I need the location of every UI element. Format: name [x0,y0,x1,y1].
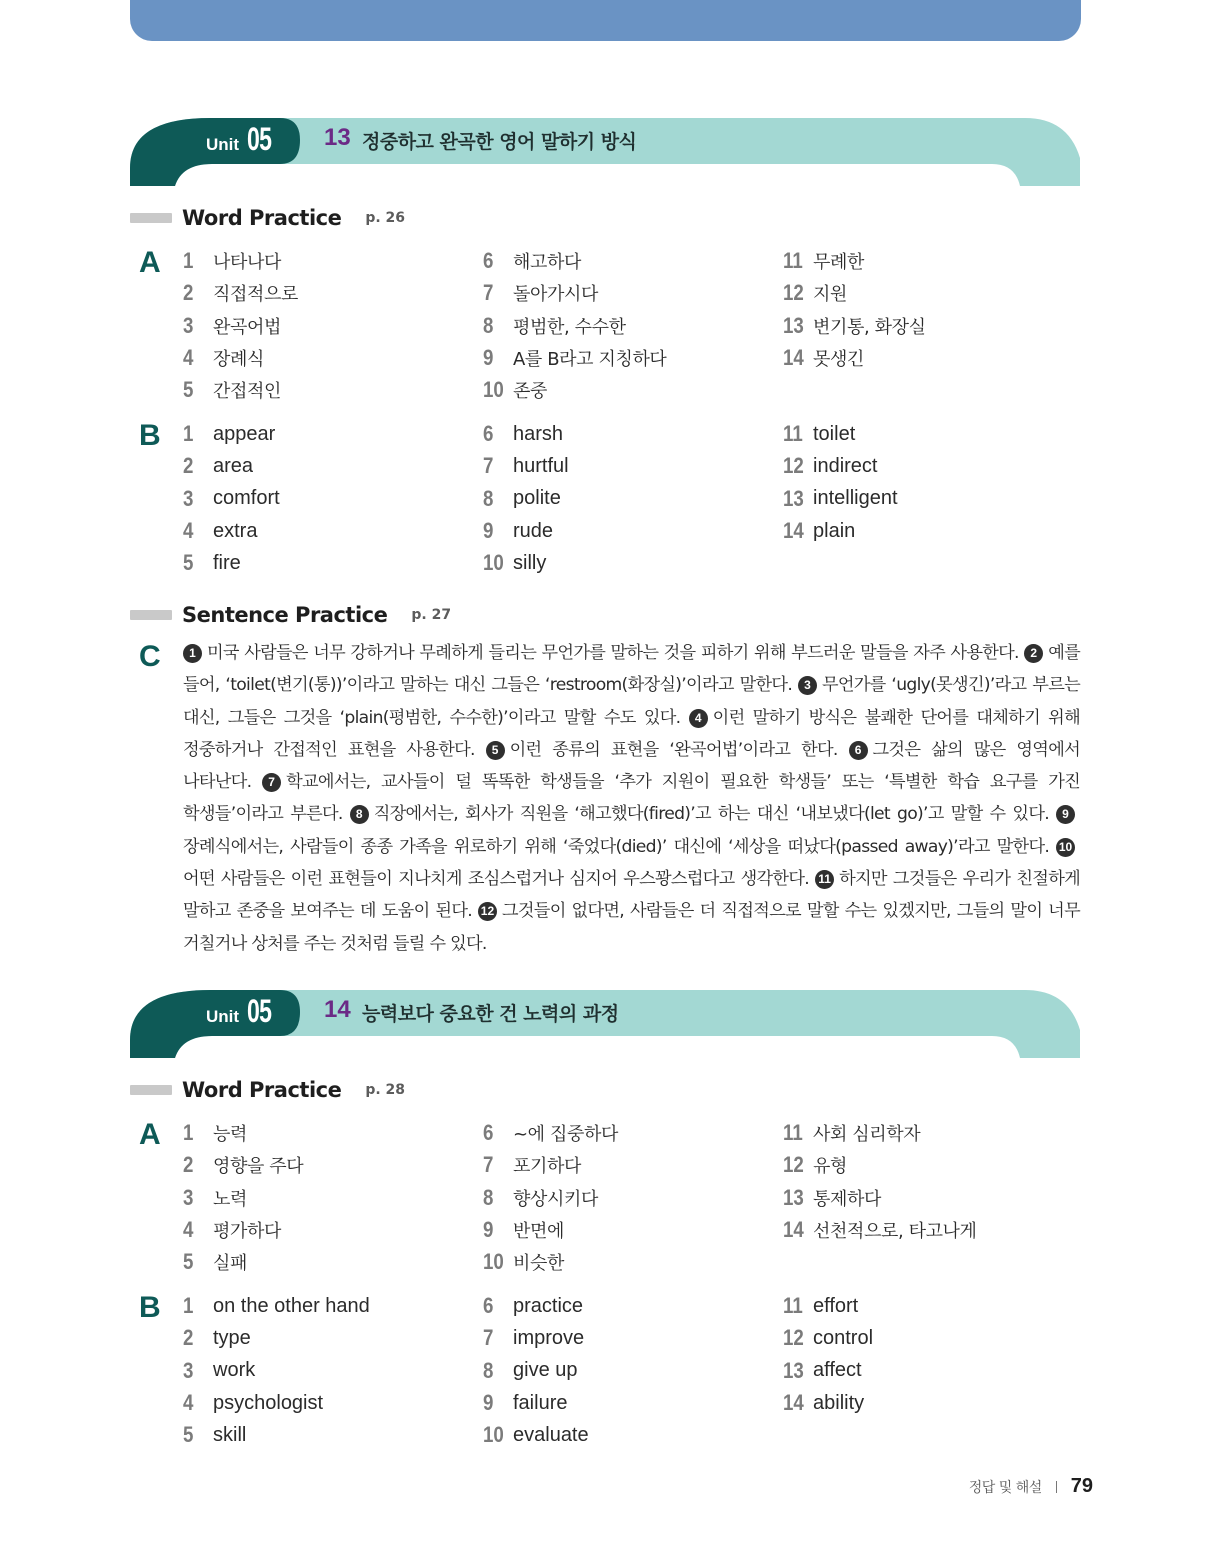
sentence-marker: 5 [486,741,505,760]
item-text: extra [213,519,258,542]
unit-label [206,993,281,1029]
item-number: 3 [183,485,194,511]
item-text: 통제하다 [813,1188,881,1210]
item-text: fire [213,551,241,574]
sentence-marker: 8 [350,805,369,824]
word-list-column [183,245,473,406]
item-text: 간접적인 [213,381,281,403]
list-item [183,515,473,547]
item-text: 선천적으로, 타고나게 [813,1221,977,1243]
item-text: 못생긴 [813,349,864,371]
list-item [783,1387,1073,1419]
item-text: 돌아가시다 [513,284,598,306]
item-text: type [213,1326,251,1349]
item-number: 5 [183,1249,194,1275]
list-item [183,374,473,406]
word-list-column [783,1117,1073,1246]
exercise-letter-c: C [139,640,161,673]
list-item [483,450,773,482]
item-number: 12 [783,1152,804,1178]
sentence-practice-heading [130,601,451,629]
item-text: effort [813,1294,859,1317]
sentence-marker: 10 [1056,838,1075,857]
word-practice-heading [130,1076,405,1104]
item-number: 9 [483,518,494,544]
item-number: 8 [483,1357,494,1383]
item-text: 무례한 [813,252,864,274]
list-item [183,450,473,482]
top-band [130,0,1081,41]
list-item [483,547,773,579]
item-number: 8 [483,312,494,338]
list-item [783,483,1073,515]
word-list-column [183,1290,473,1451]
item-number: 13 [783,485,804,511]
sentence-text: 이런 종류의 표현을 ‘완곡어법’이라고 한다. [509,739,838,760]
item-text: give up [513,1359,578,1382]
item-text: 변기통, 화장실 [813,316,926,338]
unit-number: 05 [247,121,272,157]
item-number: 4 [183,345,194,371]
list-item [483,483,773,515]
item-text: 반면에 [513,1221,564,1243]
unit-label [206,121,281,157]
item-text: 평범한, 수수한 [513,316,626,338]
sentence-text: 그것은 삶의 많은 영역에서 나타난다. [183,739,1081,793]
sentence-marker: 6 [849,741,868,760]
item-number: 2 [183,1152,194,1178]
sentence-marker: 2 [1024,644,1043,663]
unit-number: 05 [247,993,272,1029]
item-text: 완곡어법 [213,316,281,338]
list-item [483,1419,773,1451]
list-item [783,1182,1073,1214]
item-text: 노력 [213,1188,247,1210]
item-text: 지원 [813,284,847,306]
item-number: 7 [483,453,494,479]
list-item [183,1419,473,1451]
exercise-letter-b: B [139,419,161,452]
item-text: 포기하다 [513,1156,581,1178]
item-number: 1 [183,1120,194,1146]
item-number: 8 [483,1184,494,1210]
word-practice-heading [130,204,405,232]
unit-header [130,990,1080,1058]
list-item [483,1387,773,1419]
sentence-text: 하지만 그것들은 우리가 친절하게 말하고 존중을 보여주는 데 도움이 된다. [183,869,1081,922]
item-text: rude [513,519,554,542]
item-number: 5 [183,1422,194,1448]
item-text: 존중 [513,381,547,403]
section-page: p. 27 [411,607,452,623]
item-text: practice [513,1294,584,1317]
word-list-column [483,1290,773,1451]
list-item [183,277,473,309]
item-text: comfort [213,487,280,510]
item-number: 5 [183,550,194,576]
item-number: 13 [783,312,804,338]
item-number: 14 [783,1217,804,1243]
list-item [783,277,1073,309]
list-item [183,1355,473,1387]
sentence-text: 장례식에서는, 사람들이 종종 가족을 위로하기 위해 ‘죽었다(died)’ 대신에 ‘세상을 떠났다(passed away)’라고 말한다. [183,836,1050,857]
section-title: Word Practice [182,1078,342,1102]
item-text: indirect [813,454,878,477]
item-text: A를 B라고 지칭하다 [513,349,667,371]
section-title: Sentence Practice [182,603,388,627]
section-page: p. 28 [365,1082,406,1098]
list-item [183,1182,473,1214]
list-item [483,515,773,547]
list-item [483,342,773,374]
item-number: 5 [183,377,194,403]
item-number: 6 [483,421,494,447]
item-text: ~에 집중하다 [513,1124,618,1146]
list-item [183,342,473,374]
item-number: 12 [783,453,804,479]
sentence-marker: 12 [478,902,497,921]
sentence-text: 무언가를 ‘ugly(못생긴)’라고 부르는 대신, 그들은 그것을 ‘plain(평범한, 수수한)’이라고 말할 수도 있다. [183,675,1080,728]
item-text: improve [513,1326,585,1349]
sentence-marker: 3 [798,676,817,695]
item-number: 7 [483,1152,494,1178]
section-marker [130,213,172,223]
item-number: 2 [183,1325,194,1351]
sentence-text: 이런 말하기 방식은 불쾌한 단어를 대체하기 위해 정중하거나 간접적인 표현을 사용한다. [183,707,1080,760]
list-item [483,1290,773,1322]
list-item [783,1214,1073,1246]
item-number: 11 [783,1120,803,1146]
item-number: 10 [483,377,504,403]
item-number: 14 [783,518,804,544]
item-text: skill [213,1423,247,1446]
item-number: 14 [783,345,804,371]
sentence-text: 그것들이 없다면, 사람들은 더 직접적으로 말할 수는 있겠지만, 그들의 말이 너무 거칠거나 상처를 주는 것처럼 들릴 수 있다. [183,901,1080,954]
list-item [783,1355,1073,1387]
item-number: 7 [483,280,494,306]
item-number: 13 [783,1357,804,1383]
list-item [483,1355,773,1387]
list-item [183,1387,473,1419]
sentence-text: 어떤 사람들은 이런 표현들이 지나치게 조심스럽거나 심지어 우스꽝스럽다고 생각한다. [183,869,809,890]
item-number: 12 [783,1325,804,1351]
item-text: failure [513,1391,568,1414]
sentence-marker: 9 [1056,805,1075,824]
exercise-letter-a: A [139,1118,161,1151]
list-item [183,1246,473,1278]
list-item [783,1290,1073,1322]
item-number: 6 [483,248,494,274]
item-number: 4 [183,518,194,544]
list-item [783,515,1073,547]
list-item [183,1322,473,1354]
list-item [183,418,473,450]
list-item [783,342,1073,374]
item-number: 4 [183,1217,194,1243]
item-number: 10 [483,1249,504,1275]
lesson-number: 14 [324,996,351,1023]
item-text: plain [813,519,856,542]
list-item [783,450,1073,482]
item-text: 사회 심리학자 [813,1124,921,1146]
exercise-letter-b: B [139,1291,161,1324]
item-text: 해고하다 [513,252,581,274]
item-text: ability [813,1391,865,1414]
item-text: 영향을 주다 [213,1156,304,1178]
item-number: 12 [783,280,804,306]
list-item [483,277,773,309]
item-number: 6 [483,1120,494,1146]
list-item [483,1246,773,1278]
list-item [183,547,473,579]
item-text: silly [513,551,547,574]
item-number: 10 [483,1422,504,1448]
list-item [183,1117,473,1149]
list-item [783,310,1073,342]
list-item [483,374,773,406]
sentence-marker: 4 [689,709,708,728]
word-list-column [483,245,773,406]
section-marker [130,1085,172,1095]
list-item [483,1117,773,1149]
sentence-text: 학교에서는, 교사들이 덜 똑똑한 학생들을 ‘추가 지원이 필요한 학생들’ 또는 ‘특별한 학습 요구를 가진 학생들’이라고 부른다. [183,772,1081,825]
item-text: 나타나다 [213,252,281,274]
list-item [483,418,773,450]
page-number: 79 [1070,1475,1093,1497]
list-item [483,1182,773,1214]
list-item [183,310,473,342]
item-number: 3 [183,1184,194,1210]
sentence-marker: 7 [262,773,281,792]
sentence-text: 직장에서는, 회사가 직원을 ‘해고했다(fired)’고 하는 대신 ‘내보냈다(let go)’고 말할 수 있다. [373,804,1049,825]
list-item [183,245,473,277]
item-number: 11 [783,1293,803,1319]
item-text: control [813,1326,874,1349]
sentence-marker: 1 [183,644,202,663]
item-text: 비슷한 [513,1253,564,1275]
list-item [783,418,1073,450]
list-item [183,1214,473,1246]
list-item [783,1149,1073,1181]
word-list-column [483,418,773,579]
item-text: 유형 [813,1156,847,1178]
lesson-title: 정중하고 완곡한 영어 말하기 방식 [362,131,637,153]
footer-label: 정답 및 해설 [968,1479,1042,1496]
item-text: toilet [813,422,856,445]
list-item [483,1149,773,1181]
list-item [783,245,1073,277]
item-number: 4 [183,1390,194,1416]
item-number: 8 [483,485,494,511]
item-number: 9 [483,345,494,371]
item-number: 1 [183,421,194,447]
item-number: 9 [483,1390,494,1416]
item-text: 직접적으로 [213,284,298,306]
unit-word: Unit [206,135,240,154]
item-number: 7 [483,1325,494,1351]
item-text: evaluate [513,1423,589,1446]
item-number: 10 [483,550,504,576]
item-text: appear [213,422,276,445]
item-number: 11 [783,421,803,447]
item-text: psychologist [213,1391,324,1414]
section-marker [130,610,172,620]
page-footer [969,1475,1093,1498]
list-item [483,1322,773,1354]
item-text: 능력 [213,1124,247,1146]
exercise-letter-a: A [139,246,161,279]
list-item [183,483,473,515]
item-text: 평가하다 [213,1221,281,1243]
item-text: polite [513,487,561,510]
word-list-column [783,1290,1073,1419]
unit-header [130,118,1080,186]
item-text: hurtful [513,454,569,477]
item-number: 3 [183,312,194,338]
lesson-title: 능력보다 중요한 건 노력의 과정 [362,1003,619,1025]
sentence [350,804,1049,824]
item-number: 14 [783,1390,804,1416]
footer-divider [1056,1481,1057,1493]
list-item [483,1214,773,1246]
section-page: p. 26 [365,210,406,226]
item-text: harsh [513,422,564,445]
sentence [486,740,838,760]
section-title: Word Practice [182,206,342,230]
item-text: 실패 [213,1253,247,1275]
item-number: 6 [483,1293,494,1319]
sentence-marker: 11 [815,870,834,889]
word-list-column [783,418,1073,547]
item-text: affect [813,1359,862,1382]
sentence-practice-paragraph [183,637,1080,960]
word-list-column [783,245,1073,374]
list-item [183,1149,473,1181]
item-text: intelligent [813,487,898,510]
item-number: 13 [783,1184,804,1210]
word-list-column [183,418,473,579]
list-item [483,310,773,342]
item-number: 9 [483,1217,494,1243]
item-number: 1 [183,248,194,274]
item-number: 2 [183,453,194,479]
word-list-column [183,1117,473,1278]
list-item [183,1290,473,1322]
item-number: 3 [183,1357,194,1383]
item-number: 1 [183,1293,194,1319]
list-item [483,245,773,277]
item-number: 2 [183,280,194,306]
list-item [783,1117,1073,1149]
item-text: 향상시키다 [513,1188,598,1210]
item-text: work [213,1359,256,1382]
item-text: on the other hand [213,1294,370,1317]
word-list-column [483,1117,773,1278]
lesson-number: 13 [324,124,351,151]
sentence [183,643,1019,663]
unit-word: Unit [206,1007,240,1026]
list-item [783,1322,1073,1354]
item-text: 장례식 [213,349,264,371]
item-text: area [213,454,254,477]
sentence-text: 미국 사람들은 너무 강하거나 무례하게 들리는 무언가를 말하는 것을 피하기 위해 부드러운 말들을 자주 사용한다. [207,643,1019,663]
item-number: 11 [783,248,803,274]
sentence-text: 예를 들어, ‘toilet(변기(통))’이라고 말하는 대신 그들은 ‘restroom(화장실)’이라고 말한다. [183,643,1081,696]
